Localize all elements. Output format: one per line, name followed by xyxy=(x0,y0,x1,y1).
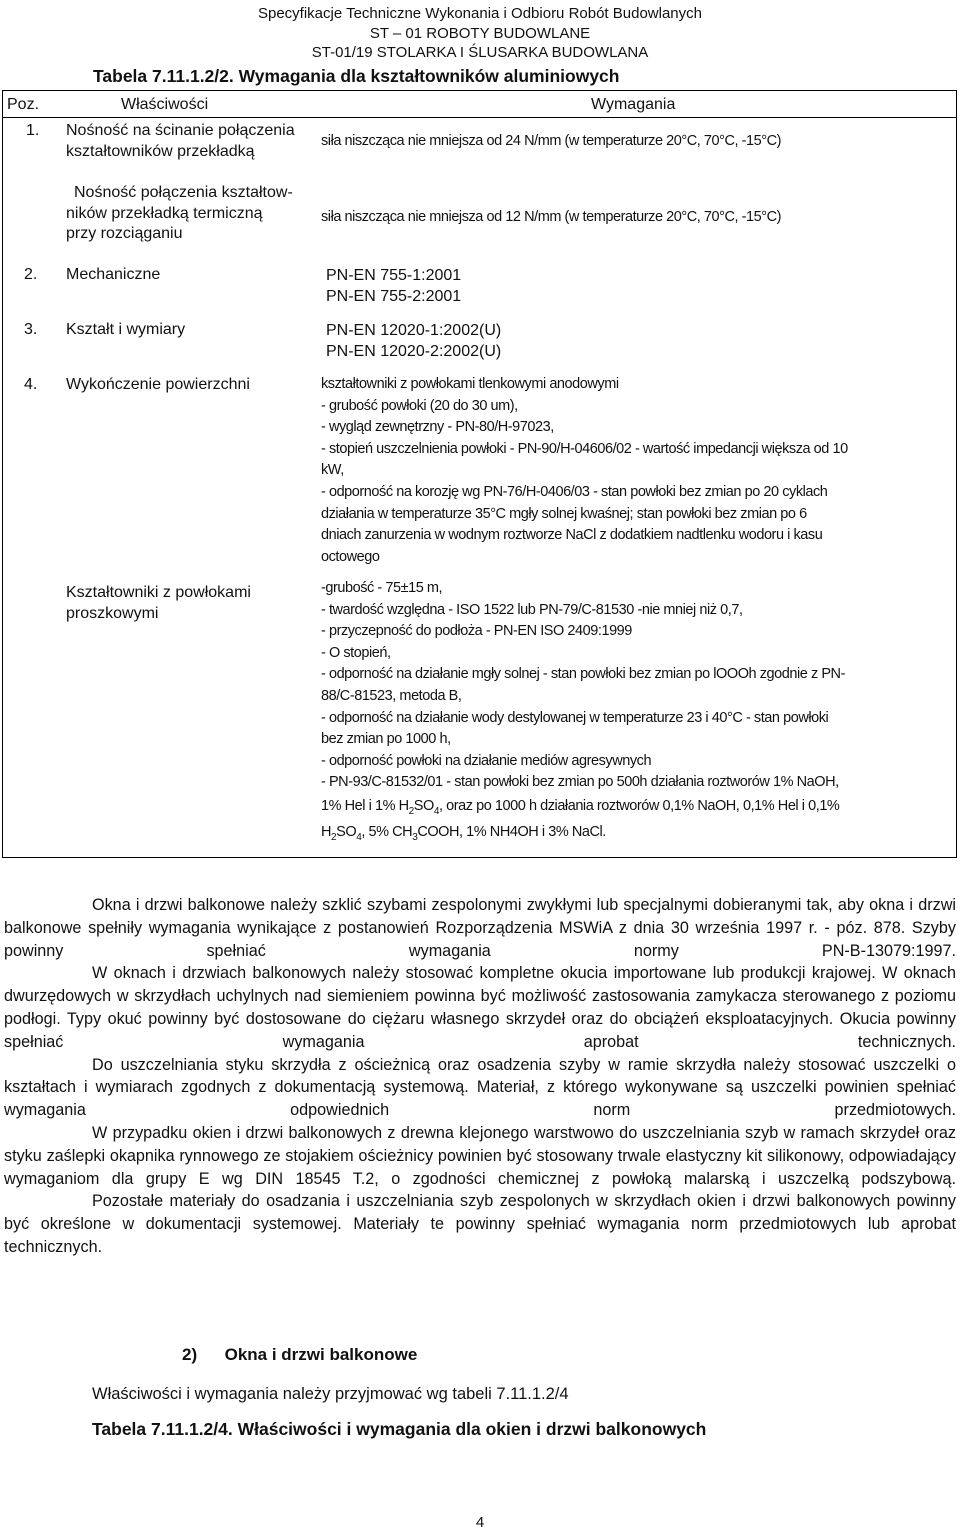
chem-subscript: 3 xyxy=(412,831,418,843)
requirement-line: - twardość względna - ISO 1522 lub PN-79/C-81530 -nie mniej niż 0,7, xyxy=(321,601,743,618)
requirement-line: działania w temperaturze 35°C mgły solnej kwaśnej; stan powłoki bez zmian po 6 xyxy=(321,505,807,522)
requirement-cell xyxy=(321,131,781,153)
property-cell xyxy=(66,121,295,162)
chem-text: H xyxy=(321,823,332,840)
property-cell xyxy=(66,583,251,624)
chem-subscript: 2 xyxy=(331,831,337,843)
requirement-cell xyxy=(326,265,461,307)
chem-text: COOH, 1% NH4OH i 3% NaCl. xyxy=(417,823,606,840)
requirement-line: - grubość powłoki (20 do 30 um), xyxy=(321,397,518,414)
table-header-divider xyxy=(3,117,956,118)
chem-subscript: 4 xyxy=(433,805,439,817)
property-line: kształtowników przekładką xyxy=(66,142,255,160)
property-line: Nośność połączenia kształtow- xyxy=(74,184,293,201)
requirement-line: kształtowniki z powłokami tlenkowymi anodowymi xyxy=(321,376,619,392)
requirement-cell xyxy=(321,207,781,229)
requirement-line: PN-EN 755-1:2001 xyxy=(326,267,462,284)
table-reference-note: Właściwości i wymagania należy przyjmować wg tabeli 7.11.1.2/4 xyxy=(92,1385,569,1403)
header-line-3: ST-01/19 STOLARKA I ŚLUSARKA BUDOWLANA xyxy=(311,44,649,61)
requirement-line xyxy=(321,819,845,846)
header-line-2: ST – 01 ROBOTY BUDOWLANE xyxy=(369,24,591,42)
paragraph: W przypadku okien i drzwi balkonowych z drewna klejonego warstwowo do uszczelniania szyb w ramach skrzydeł oraz styku zaślepki okapnika rynnowego ze stojakiem ościeżnicy powinien być stosowany trwale elastyczny kit silikonowy, odpowiadający wymaganiom dla grupy E wg DIN 18545 T.2, o zgodności chemicznej z powłoką malarską i uszczelką podszybową. xyxy=(4,1123,956,1188)
requirement-cell xyxy=(321,578,845,846)
chem-subscript: 4 xyxy=(356,831,362,843)
requirement-line xyxy=(321,794,845,819)
requirement-line: 88/C-81523, metoda B, xyxy=(321,687,462,704)
section-number: 2) xyxy=(182,1345,198,1364)
requirement-line: PN-EN 12020-2:2002(U) xyxy=(326,343,502,360)
column-header-poz: Poz. xyxy=(7,96,40,113)
property-cell: Wykończenie powierzchni xyxy=(66,376,250,393)
requirements-table xyxy=(2,90,957,858)
property-line: proszkowymi xyxy=(66,604,159,622)
page-header xyxy=(150,4,810,63)
section-heading xyxy=(182,1345,417,1365)
row-number: 4. xyxy=(24,376,38,393)
property-cell xyxy=(66,183,293,245)
requirement-line: bez zmian po 1000 h, xyxy=(321,731,451,748)
requirement-line: PN-EN 12020-1:2002(U) xyxy=(326,322,502,339)
property-line: Nośność na ścinanie połączenia xyxy=(66,122,295,139)
property-line: ników przekładką termiczną xyxy=(66,204,263,222)
requirement-line: - stopień uszczelnienia powłoki - PN-90/H-04606/02 - wartość impedancji większa od 10 xyxy=(321,440,848,457)
requirement-line: -grubość - 75±15 m, xyxy=(321,580,443,596)
paragraph: Do uszczelniania styku skrzydła z ościeżnicą oraz osadzenia szyby w ramie skrzydła należy stosować uszczelki o kształtach i wymiarach zgodnych z dokumentacją systemową. Materiał, z którego wykonywane są uszczelki powinien spełniać wymagania odpowiednich norm przedmiotowych. xyxy=(4,1055,956,1120)
property-line: Kształtowniki z powłokami xyxy=(66,584,251,601)
chem-text: SO xyxy=(336,823,357,840)
chem-text: 1% Hel i 1% H xyxy=(321,797,409,814)
page-number: 4 xyxy=(475,1514,485,1531)
requirement-cell xyxy=(321,374,848,568)
column-header-wymagania: Wymagania xyxy=(591,96,676,113)
body-text xyxy=(4,894,956,1259)
requirement-line: octowego xyxy=(321,548,380,565)
row-number: 1. xyxy=(26,122,40,139)
section-title: Okna i drzwi balkonowe xyxy=(224,1345,418,1364)
row-number: 3. xyxy=(24,321,38,338)
chem-text: , 5% CH xyxy=(361,823,413,840)
paragraph: Pozostałe materiały do osadzania i uszczelniania szyb zespolonych w skrzydłach okien i drzwi balkonowych powinny być określone w dokumentacji systemowej. Materiały te powinny spełniać wymagania norm przedmiotowych lub aprobat technicznych. xyxy=(4,1192,956,1256)
requirement-line: - O stopień, xyxy=(321,644,391,661)
chem-text: , oraz po 1000 h działania roztworów 0,1% NaOH, 0,1% Hel i 0,1% xyxy=(438,797,840,814)
requirement-line: PN-EN 755-2:2001 xyxy=(326,288,462,305)
requirement-line: - odporność na działanie wody destylowanej w temperaturze 23 i 40°C - stan powłoki xyxy=(321,709,829,726)
requirement-line: - odporność powłoki na działanie mediów agresywnych xyxy=(321,752,652,769)
requirement-line: siła niszcząca nie mniejsza od 24 N/mm (w temperaturze 20°C, 70°C, -15°C) xyxy=(321,133,782,149)
table1-title: Tabela 7.11.1.2/2. Wymagania dla kształtowników aluminiowych xyxy=(93,66,620,86)
property-cell: Kształt i wymiary xyxy=(66,321,186,338)
requirement-line: - wygląd zewnętrzny - PN-80/H-97023, xyxy=(321,419,554,436)
chem-text: SO xyxy=(413,797,434,814)
requirement-line: - przyczepność do podłoża - PN-EN ISO 2409:1999 xyxy=(321,623,632,640)
column-header-wlasciwosci: Właściwości xyxy=(121,96,209,113)
requirement-cell xyxy=(326,320,501,362)
property-line: przy rozciąganiu xyxy=(66,225,183,242)
requirement-line: siła niszcząca nie mniejsza od 12 N/mm (w temperaturze 20°C, 70°C, -15°C) xyxy=(321,209,782,225)
property-cell: Mechaniczne xyxy=(66,266,161,283)
row-number: 2. xyxy=(24,266,38,283)
chem-subscript: 2 xyxy=(408,805,414,817)
requirement-line: - odporność na działanie mgły solnej - stan powłoki bez zmian po lOOOh zgodnie z PN- xyxy=(321,666,845,683)
table2-title: Tabela 7.11.1.2/4. Właściwości i wymagania dla okien i drzwi balkonowych xyxy=(92,1419,707,1439)
requirement-line: - PN-93/C-81532/01 - stan powłoki bez zmian po 500h działania roztworów 1% NaOH, xyxy=(321,774,839,791)
requirement-line: kW, xyxy=(321,462,344,479)
paragraph: Okna i drzwi balkonowe należy szklić szybami zespolonymi zwykłymi lub specjalnymi dobieranymi tak, aby okna i drzwi balkonowe spełniły wymagania wynikające z postanowień Rozporządzenia MSWiA z dnia 30 września 1997 r. - póz. 878. Szyby powinny spełniać wymagania normy PN-B-13079:1997. xyxy=(4,896,956,960)
header-line-1: Specyfikacje Techniczne Wykonania i Odbioru Robót Budowlanych xyxy=(257,5,702,22)
requirement-line: dniach zanurzenia w wodnym roztworze NaCl z dodatkiem nadtlenku wodoru i kasu xyxy=(321,527,823,544)
paragraph: W oknach i drzwiach balkonowych należy stosować kompletne okucia importowane lub produkcji krajowej. W oknach dwurzędowych w skrzydłach uchylnych nad siemieniem powinna być możliwość zastosowania zamykacza sterowanego z poziomu podłogi. Typy okuć powinny być dostosowane do ciężaru własnego skrzydeł oraz do obciążeń eksploatacyjnych. Okucia powinny spełniać wymagania aprobat technicznych. xyxy=(4,964,956,1051)
requirement-line: - odporność na korozję wg PN-76/H-0406/03 - stan powłoki bez zmian po 20 cyklach xyxy=(321,483,828,500)
